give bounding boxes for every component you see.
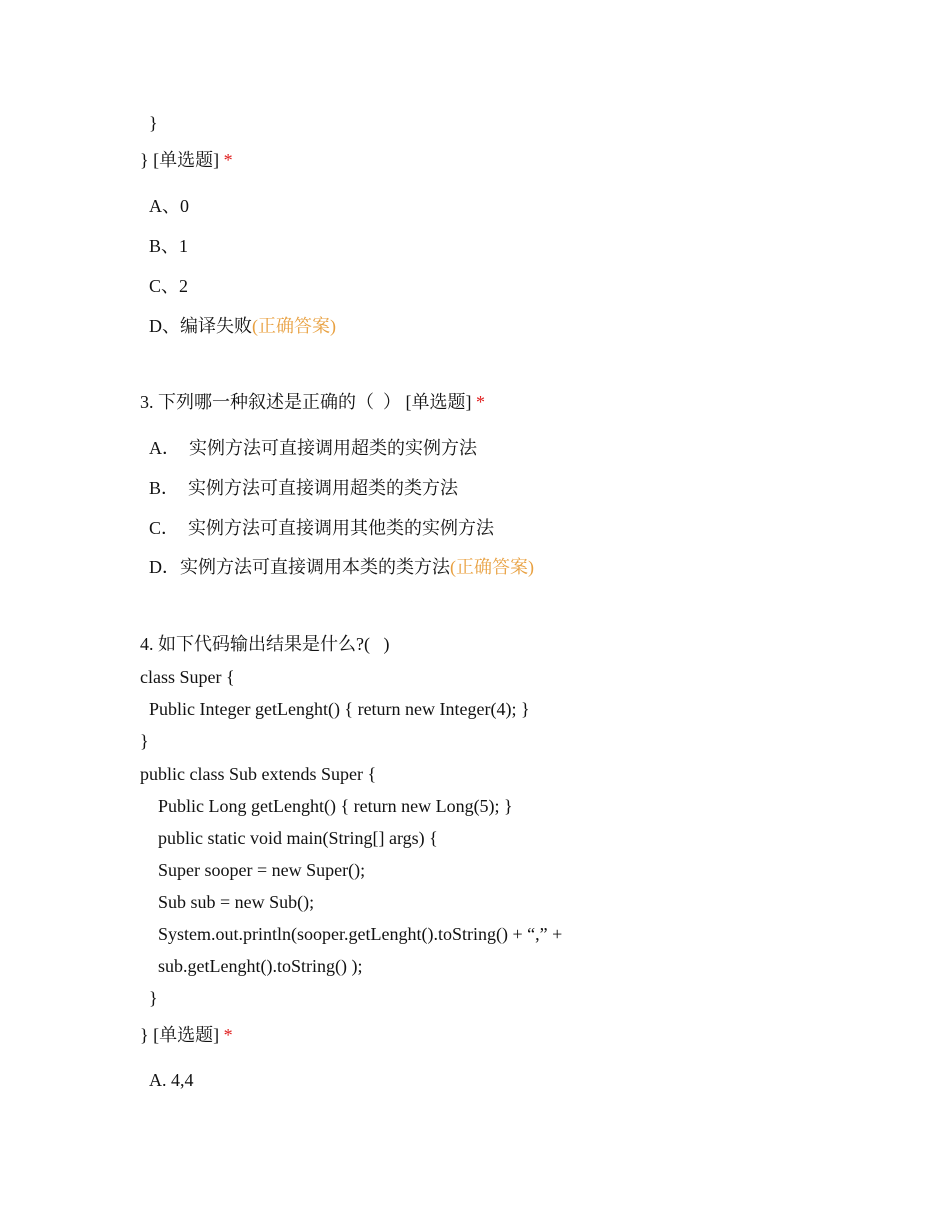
question-type-tag: [单选题] <box>405 392 472 412</box>
code-line: public class Sub extends Super { <box>140 764 377 784</box>
question-title: 3. 下列哪一种叙述是正确的（ ） <box>140 392 401 412</box>
code-line: public static void main(String[] args) { <box>158 828 438 848</box>
correct-answer-label: (正确答案) <box>450 557 534 577</box>
question-4-footer <box>140 1024 233 1046</box>
code-line: } <box>140 731 149 751</box>
option-a[interactable]: A． 实例方法可直接调用超类的实例方法 <box>149 438 477 458</box>
required-mark: * <box>223 150 233 170</box>
option-d[interactable] <box>149 556 534 578</box>
option-d[interactable] <box>149 315 336 337</box>
correct-answer-label: (正确答案) <box>252 316 336 336</box>
code-line: } <box>149 988 158 1008</box>
code-line: Super sooper = new Super(); <box>158 860 366 880</box>
required-mark: * <box>476 392 485 412</box>
option-c[interactable]: C． 实例方法可直接调用其他类的实例方法 <box>149 518 495 538</box>
question-type-tag: [单选题] <box>153 1025 220 1045</box>
option-b[interactable]: B、1 <box>149 236 189 256</box>
option-a[interactable]: A、0 <box>149 196 189 216</box>
code-line: class Super { <box>140 667 235 687</box>
code-line: Sub sub = new Sub(); <box>158 892 315 912</box>
code-line: System.out.println(sooper.getLenght().toString() + “,” + <box>158 924 563 944</box>
option-c[interactable]: C、2 <box>149 276 189 296</box>
code-line: } <box>140 1025 149 1045</box>
option-text: D、编译失败 <box>149 316 252 336</box>
code-line: sub.getLenght().toString() ); <box>158 956 363 976</box>
question-3-title <box>140 391 485 413</box>
option-text: D．实例方法可直接调用本类的类方法 <box>149 557 450 577</box>
code-line: } <box>140 150 149 170</box>
code-line: Public Integer getLenght() { return new Integer(4); } <box>149 699 530 719</box>
question-2-footer <box>140 149 233 171</box>
option-b[interactable]: B． 实例方法可直接调用超类的类方法 <box>149 478 459 498</box>
required-mark: * <box>223 1025 233 1045</box>
question-4-title: 4. 如下代码输出结果是什么?( ) <box>140 634 390 654</box>
code-line: Public Long getLenght() { return new Long(5); } <box>158 796 513 816</box>
option-a[interactable]: A. 4,4 <box>149 1070 194 1090</box>
question-type-tag: [单选题] <box>153 150 220 170</box>
code-line: } <box>149 113 158 133</box>
